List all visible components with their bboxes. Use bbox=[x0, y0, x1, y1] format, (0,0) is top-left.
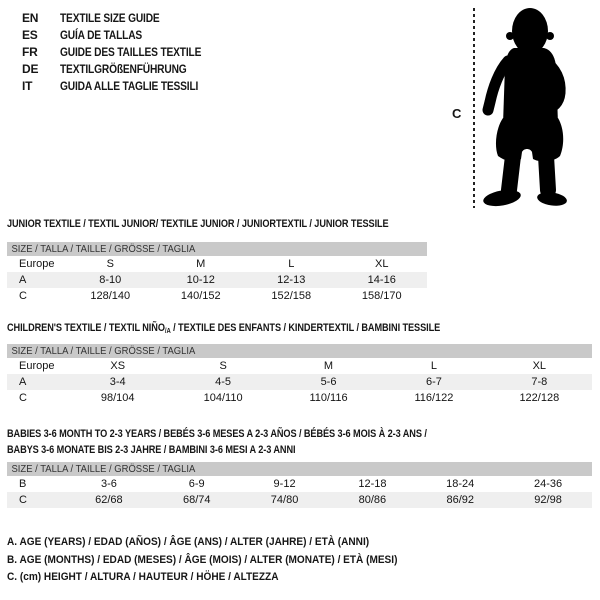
section-title-babies-line1: BABIES 3-6 MONTH TO 2-3 YEARS / BEBÉS 3-6 MESES A 2-3 AÑOS / BÉBÉS 3-6 MOIS À 2-3 ANS / bbox=[7, 428, 427, 440]
language-row bbox=[22, 27, 226, 44]
language-row bbox=[22, 10, 226, 27]
language-code: EN bbox=[22, 11, 39, 25]
height-measure-label: C bbox=[452, 106, 462, 121]
language-title: GUIDE DES TAILLES TEXTILE bbox=[60, 45, 202, 59]
language-row bbox=[22, 44, 226, 61]
table-row bbox=[7, 374, 592, 390]
table-cell: 9-12 bbox=[273, 478, 296, 490]
table-cell: 6-9 bbox=[188, 478, 205, 490]
language-code: DE bbox=[22, 62, 39, 76]
table-cell: 86/92 bbox=[446, 494, 474, 506]
table-cell: 122/128 bbox=[519, 392, 560, 404]
table-cell: 10-12 bbox=[186, 274, 215, 286]
height-measure-dashed-line bbox=[473, 8, 475, 208]
table-cell: 5-6 bbox=[320, 376, 337, 388]
table-cell: S bbox=[219, 360, 227, 372]
row-label: A bbox=[19, 376, 27, 388]
table-size-header bbox=[7, 344, 592, 358]
language-title: GUÍA DE TALLAS bbox=[60, 28, 143, 42]
language-list bbox=[22, 10, 226, 95]
row-label: Europe bbox=[19, 258, 55, 270]
row-label: Europe bbox=[19, 360, 55, 372]
table-cell: 92/98 bbox=[534, 494, 562, 506]
table-cell: S bbox=[106, 258, 114, 270]
table-body bbox=[7, 476, 592, 508]
row-label: A bbox=[19, 274, 27, 286]
table-cell: 4-5 bbox=[215, 376, 232, 388]
section-title-babies-line2: BABYS 3-6 MONATE BIS 2-3 JAHRE / BAMBINI 3-6 MESI A 2-3 ANNI bbox=[7, 444, 296, 456]
table-cell: 14-16 bbox=[367, 274, 396, 286]
legend bbox=[7, 534, 441, 587]
table-cell: 74/80 bbox=[270, 494, 299, 506]
legend-line-b: B. AGE (MONTHS) / EDAD (MESES) / ÂGE (MOIS) / ALTER (MONATE) / ETÀ (MESI) bbox=[7, 553, 398, 566]
title-subscript: /A bbox=[164, 328, 171, 335]
title-text: CHILDREN'S TEXTILE / TEXTIL NIÑO bbox=[7, 322, 165, 334]
table-cell: 128/140 bbox=[90, 290, 131, 302]
table-cell: 98/104 bbox=[100, 392, 135, 404]
table-size-header bbox=[7, 242, 427, 256]
table-cell: 3-4 bbox=[109, 376, 126, 388]
junior-size-table bbox=[7, 242, 427, 304]
section-title-children bbox=[7, 320, 440, 340]
table-cell: 116/122 bbox=[414, 392, 454, 404]
table-cell: 158/170 bbox=[361, 290, 402, 302]
table-row bbox=[7, 256, 427, 272]
table-cell: XL bbox=[532, 360, 547, 372]
table-cell: XL bbox=[375, 258, 389, 270]
table-row bbox=[7, 272, 427, 288]
children-size-table bbox=[7, 344, 592, 406]
table-cell: 12-13 bbox=[277, 274, 306, 286]
babies-size-table bbox=[7, 462, 592, 508]
table-cell: M bbox=[323, 360, 334, 372]
table-cell: 104/110 bbox=[203, 392, 243, 404]
size-header-label: SIZE / TALLA / TAILLE / GRÖSSE / TAGLIA bbox=[11, 345, 196, 357]
table-cell: 152/158 bbox=[271, 290, 312, 302]
table-row bbox=[7, 288, 427, 304]
table-cell: 12-18 bbox=[358, 478, 387, 490]
row-label: C bbox=[19, 494, 27, 506]
table-cell: 68/74 bbox=[182, 494, 211, 506]
table-cell: 8-10 bbox=[99, 274, 122, 286]
row-label: C bbox=[19, 392, 27, 404]
table-cell: 62/68 bbox=[95, 494, 123, 506]
language-title: TEXTILGRÖßENFÜHRUNG bbox=[60, 62, 187, 76]
table-cell: 18-24 bbox=[446, 478, 475, 490]
table-cell: M bbox=[196, 258, 206, 270]
table-row bbox=[7, 358, 592, 374]
legend-line-c: C. (cm) HEIGHT / ALTURA / HAUTEUR / HÖHE / ALTEZZA bbox=[7, 571, 279, 583]
section-title-junior: JUNIOR TEXTILE / TEXTIL JUNIOR/ TEXTILE JUNIOR / JUNIORTEXTIL / JUNIOR TESSILE bbox=[7, 218, 389, 230]
language-code: IT bbox=[22, 79, 33, 93]
row-label: B bbox=[19, 478, 27, 490]
table-body bbox=[7, 256, 427, 304]
table-row bbox=[7, 476, 592, 492]
table-cell: XS bbox=[110, 360, 126, 372]
table-cell: L bbox=[288, 258, 295, 270]
language-code: FR bbox=[22, 45, 38, 59]
table-cell: 24-36 bbox=[533, 478, 563, 490]
language-row bbox=[22, 78, 226, 95]
table-cell: L bbox=[430, 360, 437, 372]
table-cell: 7-8 bbox=[531, 376, 548, 388]
size-header-label: SIZE / TALLA / TAILLE / GRÖSSE / TAGLIA bbox=[11, 463, 196, 475]
title-text: / TEXTILE DES ENFANTS / KINDERTEXTIL / BAMBINI TESSILE bbox=[170, 322, 441, 334]
size-header-label: SIZE / TALLA / TAILLE / GRÖSSE / TAGLIA bbox=[11, 243, 196, 255]
table-size-header bbox=[7, 462, 592, 476]
language-row bbox=[22, 61, 226, 78]
legend-line-a: A. AGE (YEARS) / EDAD (AÑOS) / ÂGE (ANS) / ALTER (JAHRE) / ETÀ (ANNI) bbox=[7, 536, 370, 548]
language-title: TEXTILE SIZE GUIDE bbox=[60, 11, 160, 25]
language-code: ES bbox=[22, 28, 38, 42]
table-cell: 3-6 bbox=[100, 478, 117, 490]
table-cell: 6-7 bbox=[425, 376, 442, 388]
table-cell: 110/116 bbox=[309, 392, 348, 404]
table-row bbox=[7, 390, 592, 406]
table-cell: 140/152 bbox=[180, 290, 221, 302]
table-row bbox=[7, 492, 592, 508]
table-cell: 80/86 bbox=[358, 494, 387, 506]
baby-silhouette-icon bbox=[478, 6, 573, 211]
row-label: C bbox=[19, 290, 27, 302]
table-body bbox=[7, 358, 592, 406]
language-title: GUIDA ALLE TAGLIE TESSILI bbox=[60, 79, 199, 93]
